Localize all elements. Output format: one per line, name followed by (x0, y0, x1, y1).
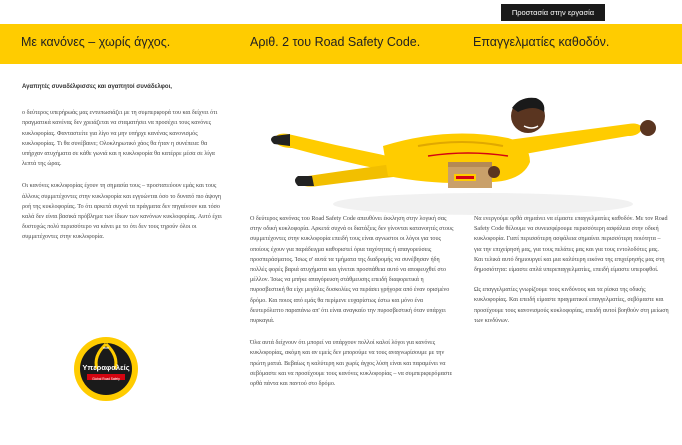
paragraph: Να ενεργούμε ορθά σημαίνει να είμαστε επαγγελματίες καθοδόν. Με τον Road Safety Code θέλουμε να συνεισφέρουμε περισσότερη ασφάλεια στην οδική κυκλοφορία. Γιατί περισσότερη ασφάλεια σημαίνει περισσότερη ποιότητα – για την επιχείρησή μας, για τους πελάτες μας και για τους εντολοδότες μας. Και τελικά αυτό δημιουργεί και μια καλύτερη εικόνα της επιχείρησής μας στη δημοσιότητα: είμαστε απλά υπερεπαγγελματίες, επειδή είμαστε υπεροφθοί. (474, 216, 668, 274)
title-right: Επαγγελματίες καθοδόν. (473, 35, 610, 49)
column-one (22, 82, 222, 252)
paragraph: Ο δεύτερος κανόνας του Road Safety Code απευθύνει έκκληση στην λογική σας στην οδική κυκλοφορία. Αρκετά συχνά οι διατάξεις δεν γίνονται κατανοητές στους συμμετέχοντες στην κυκλοφορία επειδή τους είναι αγνωστοι οι λόγοι για τους οποίους έχουν για παράδειγμα καθοριστεί όρια ταχύτητας ή απαγορεύσεις προσπεράσματος. Ίσως σ' αυτά τα τμήματα της διαδρομής να συνέβησαν ήδη πολλές φορές βαριά ατυχήματα και γίνεται προσπάθεια αυτό να αποφευχθεί στο μέλλον. Ίσως να μπήκε απαγόρευση στάθμευσης επειδή διαφορετικά η πυροσβεστική θα είχε μεγάλες δυσκολίες να περάσει γρήγορα από έναν ορισμένο δρόμο. Και ποιος από εμάς θα περίμενε ευχαρίστως έστω και μόνο ένα δευτερόλεπτο παραπάνω απ' ότι είναι αναγκαίο την πυροσβεστική όταν υπάρχει πυρκαγιά. (250, 216, 454, 325)
flying-hero-illustration (268, 76, 678, 226)
section-tag: Προστασία στην εργασία (501, 4, 605, 21)
title-center: Αριθ. 2 του Road Safety Code. (250, 35, 421, 49)
badge-label: Υπεραφαλείς (82, 363, 130, 372)
paragraph: Ως επαγγελματίες γνωρίζουμε τους κινδύνους και τα ρίσκα της οδικής κυκλοφορίας. Και επειδή είμαστε πραγματικοί επαγγελματίες, σεβόμαστε και προσέχουμε τους κανονισμούς κυκλοφορίας, επειδή αυτοί βοηθούν στη μείωση των κινδύνων. (474, 287, 669, 324)
top-bar (0, 0, 682, 24)
title-left: Με κανόνες – χωρίς άγχος. (21, 35, 171, 49)
column-three (474, 214, 669, 335)
greeting: Αγαπητές συναδέλφισσες και αγαπητοί συνάδελφοι, (22, 84, 172, 90)
badge-sublabel: Global Road Safety (92, 377, 120, 381)
paragraph: Οι κανόνες κυκλοφορίας έχουν τη σημασία τους – προστατεύουν εμάς και τους άλλους συμμετέχοντες στην κυκλοφορία και εγγυώνται όσο το δυνατό πιο άψογη ροή της κυκλοφορίας. Το ότι αρκετά συχνά τα πράγματα δεν πηγαίνουν και τόσο καλά δεν είναι βασικά πρόβλημα των ίδιων των κανόνων κυκλοφορίας. Αυτό έχει δυστυχώς πολύ περισσότερο να κάνει με το ότι δεν τους τηρούν όλοι οι συμμετέχοντες στην κυκλοφορία. (22, 183, 222, 241)
paragraph: ο δεύτερος υπερήρωάς μας εντυπωσιάζει με τη συμπεριφορά του και δείχνει ότι πραγματικά κανένας δεν χρειάζεται να σταματήσει να προσέχει τους κανόνες κυκλοφορίας. Φανταστείτε για λίγο να μην υπήρχε κανένας κανονισμός κυκλοφορίας. Τι θα συνέβαινε; Ολοκληρωτικό χάος θα ήταν η συνέπεια: θα υπήρχαν ατυχήματα σε κάθε γωνιά και η κυκλοφορία θα κατέρρε μέσα σε λίγα λεπτά της ώρας. (22, 110, 218, 168)
column-two (250, 214, 455, 398)
hero-figure (268, 76, 678, 226)
paragraph: Όλα αυτά δείχνουν ότι μπορεί να υπάρχουν πολλοί καλοί λόγοι για κανόνες κυκλοφορίας, ακόμη και αν εμείς δεν μπορούμε να τους αναγνωρίσουμε με την πρώτη ματιά. Βεβαίως η καλύτερη και χωρίς άγχος λύση είναι και παραμένει να σεβόμαστε και να προσέχουμε τους κανόνες κυκλοφορίας – να συμπεριφερόμαστε ορθά πάντα και παντού στο δρόμο. (250, 340, 453, 388)
safety-badge (73, 336, 139, 402)
